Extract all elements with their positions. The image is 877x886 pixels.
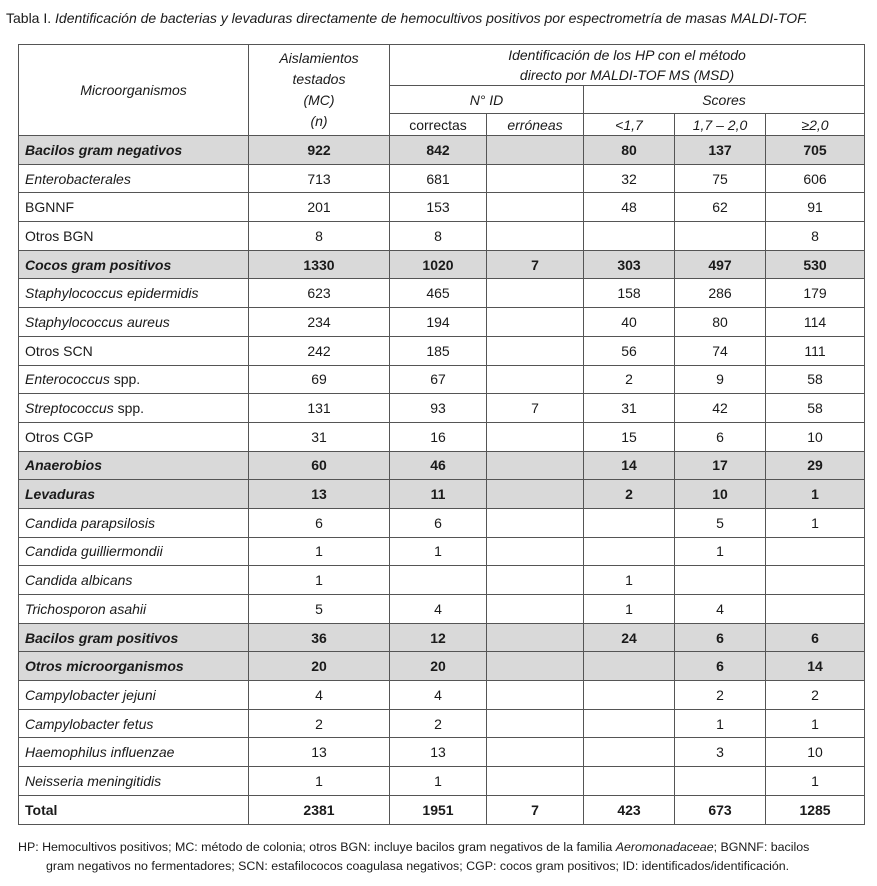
cell-low: 56: [584, 336, 675, 365]
cell-erroneas: [487, 595, 584, 624]
cell-correctas: 4: [390, 681, 487, 710]
cell-erroneas: [487, 738, 584, 767]
cell-correctas: 16: [390, 422, 487, 451]
cell-mid: [675, 566, 766, 595]
cell-n: 13: [249, 480, 390, 509]
group-row: [19, 652, 865, 681]
group-row: [19, 451, 865, 480]
cell-erroneas: [487, 422, 584, 451]
cell-erroneas: [487, 709, 584, 738]
cell-mid: 1: [675, 537, 766, 566]
table-caption: [6, 10, 872, 26]
cell-mid: 10: [675, 480, 766, 509]
group-row: [19, 136, 865, 165]
row-name: BGNNF: [19, 193, 249, 222]
cell-correctas: 20: [390, 652, 487, 681]
cell-low: 423: [584, 795, 675, 824]
cell-low: 14: [584, 451, 675, 480]
row-name: Enterococcus spp.: [19, 365, 249, 394]
cell-low: 40: [584, 308, 675, 337]
cell-high: 114: [766, 308, 865, 337]
cell-n: 1: [249, 767, 390, 796]
cell-high: 1: [766, 480, 865, 509]
cell-low: [584, 738, 675, 767]
header-score-high: ≥2,0: [766, 114, 865, 136]
footnote-part2: ; BGNNF: bacilos: [713, 840, 810, 854]
cell-low: [584, 222, 675, 251]
cell-correctas: 1020: [390, 250, 487, 279]
table-row: [19, 709, 865, 738]
cell-erroneas: [487, 164, 584, 193]
table-row: [19, 422, 865, 451]
header-erroneas: erróneas: [487, 114, 584, 136]
cell-n: 2: [249, 709, 390, 738]
table-row: [19, 595, 865, 624]
cell-mid: [675, 222, 766, 251]
row-name: Bacilos gram positivos: [19, 623, 249, 652]
cell-mid: 75: [675, 164, 766, 193]
cell-mid: 3: [675, 738, 766, 767]
cell-mid: 2: [675, 681, 766, 710]
cell-high: 2: [766, 681, 865, 710]
cell-mid: 17: [675, 451, 766, 480]
row-name: Bacilos gram negativos: [19, 136, 249, 165]
cell-erroneas: [487, 222, 584, 251]
cell-n: 2381: [249, 795, 390, 824]
cell-mid: 286: [675, 279, 766, 308]
row-name: Otros BGN: [19, 222, 249, 251]
cell-low: 1: [584, 595, 675, 624]
cell-low: 15: [584, 422, 675, 451]
row-name: Candida parapsilosis: [19, 508, 249, 537]
cell-erroneas: [487, 537, 584, 566]
cell-correctas: 153: [390, 193, 487, 222]
table-row: [19, 566, 865, 595]
cell-mid: 80: [675, 308, 766, 337]
cell-low: 48: [584, 193, 675, 222]
header-score-mid: 1,7 – 2,0: [675, 114, 766, 136]
cell-mid: 1: [675, 709, 766, 738]
cell-erroneas: [487, 451, 584, 480]
cell-mid: 62: [675, 193, 766, 222]
group-row: [19, 623, 865, 652]
cell-mid: 137: [675, 136, 766, 165]
cell-n: 13: [249, 738, 390, 767]
cell-erroneas: [487, 623, 584, 652]
cell-erroneas: [487, 681, 584, 710]
cell-low: [584, 767, 675, 796]
cell-low: 158: [584, 279, 675, 308]
cell-erroneas: 7: [487, 250, 584, 279]
cell-mid: 673: [675, 795, 766, 824]
cell-correctas: 46: [390, 451, 487, 480]
table-row: [19, 308, 865, 337]
cell-n: 8: [249, 222, 390, 251]
cell-n: 234: [249, 308, 390, 337]
cell-high: [766, 537, 865, 566]
row-name: Staphylococcus aureus: [19, 308, 249, 337]
cell-low: 1: [584, 566, 675, 595]
total-row: [19, 795, 865, 824]
cell-n: 69: [249, 365, 390, 394]
cell-erroneas: [487, 480, 584, 509]
cell-n: 201: [249, 193, 390, 222]
cell-correctas: 6: [390, 508, 487, 537]
cell-low: [584, 709, 675, 738]
cell-mid: 4: [675, 595, 766, 624]
cell-erroneas: [487, 336, 584, 365]
cell-high: 14: [766, 652, 865, 681]
cell-correctas: 4: [390, 595, 487, 624]
cell-correctas: 185: [390, 336, 487, 365]
cell-high: 1: [766, 767, 865, 796]
cell-low: 2: [584, 480, 675, 509]
cell-high: 29: [766, 451, 865, 480]
cell-high: 10: [766, 422, 865, 451]
cell-low: 2: [584, 365, 675, 394]
cell-n: 131: [249, 394, 390, 423]
cell-erroneas: [487, 136, 584, 165]
cell-high: 179: [766, 279, 865, 308]
row-name: Otros microorganismos: [19, 652, 249, 681]
table-row: [19, 279, 865, 308]
row-name: Enterobacterales: [19, 164, 249, 193]
cell-erroneas: [487, 365, 584, 394]
cell-high: 530: [766, 250, 865, 279]
cell-high: 606: [766, 164, 865, 193]
header-identificacion: Identificación de los HP con el método directo por MALDI-TOF MS (MSD): [390, 45, 865, 86]
cell-mid: 5: [675, 508, 766, 537]
cell-mid: 6: [675, 422, 766, 451]
table-row: [19, 222, 865, 251]
cell-correctas: 1: [390, 767, 487, 796]
cell-n: 6: [249, 508, 390, 537]
table-row: [19, 193, 865, 222]
cell-erroneas: [487, 566, 584, 595]
header-score-low: <1,7: [584, 114, 675, 136]
header-n-id: N° ID: [390, 86, 584, 114]
cell-high: 58: [766, 394, 865, 423]
header-microorganismos: Microorganismos: [19, 45, 249, 136]
header-aislamientos: Aislamientos testados (MC) (n): [249, 45, 390, 136]
cell-mid: 74: [675, 336, 766, 365]
cell-mid: 6: [675, 652, 766, 681]
row-name: Total: [19, 795, 249, 824]
cell-low: 31: [584, 394, 675, 423]
cell-erroneas: [487, 308, 584, 337]
cell-high: 10: [766, 738, 865, 767]
caption-text: Identificación de bacterias y levaduras directamente de hemocultivos positivos por espectrometría de masas MALDI-TOF.: [55, 10, 808, 26]
cell-erroneas: [487, 508, 584, 537]
row-name: Otros SCN: [19, 336, 249, 365]
cell-mid: 6: [675, 623, 766, 652]
cell-erroneas: [487, 279, 584, 308]
cell-correctas: [390, 566, 487, 595]
table-row: [19, 767, 865, 796]
table-row: [19, 508, 865, 537]
cell-correctas: 2: [390, 709, 487, 738]
cell-high: 91: [766, 193, 865, 222]
cell-high: 6: [766, 623, 865, 652]
cell-n: 5: [249, 595, 390, 624]
results-table: [18, 44, 865, 825]
cell-low: 303: [584, 250, 675, 279]
cell-low: [584, 537, 675, 566]
cell-correctas: 465: [390, 279, 487, 308]
row-name: Levaduras: [19, 480, 249, 509]
cell-high: 58: [766, 365, 865, 394]
header-scores: Scores: [584, 86, 865, 114]
cell-n: 36: [249, 623, 390, 652]
table-row: [19, 537, 865, 566]
row-name: Staphylococcus epidermidis: [19, 279, 249, 308]
cell-erroneas: 7: [487, 795, 584, 824]
cell-low: 80: [584, 136, 675, 165]
cell-mid: 42: [675, 394, 766, 423]
cell-low: [584, 508, 675, 537]
cell-high: 111: [766, 336, 865, 365]
cell-high: [766, 595, 865, 624]
cell-low: [584, 652, 675, 681]
cell-correctas: 13: [390, 738, 487, 767]
cell-correctas: 67: [390, 365, 487, 394]
cell-n: 60: [249, 451, 390, 480]
table-row: [19, 394, 865, 423]
cell-n: 1330: [249, 250, 390, 279]
cell-low: [584, 681, 675, 710]
group-row: [19, 250, 865, 279]
cell-high: 1: [766, 508, 865, 537]
cell-correctas: 1: [390, 537, 487, 566]
cell-mid: [675, 767, 766, 796]
cell-n: 1: [249, 566, 390, 595]
cell-low: 32: [584, 164, 675, 193]
cell-low: 24: [584, 623, 675, 652]
cell-n: 713: [249, 164, 390, 193]
cell-erroneas: 7: [487, 394, 584, 423]
cell-n: 31: [249, 422, 390, 451]
cell-mid: 497: [675, 250, 766, 279]
cell-erroneas: [487, 652, 584, 681]
row-name: Streptococcus spp.: [19, 394, 249, 423]
cell-n: 4: [249, 681, 390, 710]
footnote-family: Aeromonadaceae: [615, 840, 714, 854]
cell-correctas: 11: [390, 480, 487, 509]
table-row: [19, 336, 865, 365]
cell-correctas: 1951: [390, 795, 487, 824]
row-name: Haemophilus influenzae: [19, 738, 249, 767]
caption-label: Tabla I.: [6, 10, 52, 26]
footnote-line2: gram negativos no fermentadores; SCN: estafilococos coagulasa negativos; CGP: cocos gram positivos; ID: identificados/identificación.: [46, 859, 790, 873]
table-footnote: [18, 838, 864, 876]
group-row: [19, 480, 865, 509]
footnote-part1: HP: Hemocultivos positivos; MC: método de colonia; otros BGN: incluye bacilos gram negativos de la familia: [18, 840, 616, 854]
row-name: Neisseria meningitidis: [19, 767, 249, 796]
row-name: Otros CGP: [19, 422, 249, 451]
cell-n: 922: [249, 136, 390, 165]
row-name: Campylobacter jejuni: [19, 681, 249, 710]
cell-high: 1285: [766, 795, 865, 824]
table-row: [19, 365, 865, 394]
cell-mid: 9: [675, 365, 766, 394]
row-name: Campylobacter fetus: [19, 709, 249, 738]
row-name: Candida albicans: [19, 566, 249, 595]
cell-high: 8: [766, 222, 865, 251]
cell-n: 20: [249, 652, 390, 681]
cell-n: 623: [249, 279, 390, 308]
header-correctas: correctas: [390, 114, 487, 136]
cell-erroneas: [487, 193, 584, 222]
row-name: Candida guilliermondii: [19, 537, 249, 566]
cell-n: 242: [249, 336, 390, 365]
row-name: Cocos gram positivos: [19, 250, 249, 279]
table-row: [19, 738, 865, 767]
cell-correctas: 842: [390, 136, 487, 165]
cell-high: 705: [766, 136, 865, 165]
cell-n: 1: [249, 537, 390, 566]
cell-correctas: 8: [390, 222, 487, 251]
cell-erroneas: [487, 767, 584, 796]
cell-correctas: 12: [390, 623, 487, 652]
cell-high: 1: [766, 709, 865, 738]
table-row: [19, 681, 865, 710]
row-name: Trichosporon asahii: [19, 595, 249, 624]
row-name: Anaerobios: [19, 451, 249, 480]
table-body: [19, 136, 865, 825]
cell-high: [766, 566, 865, 595]
table-row: [19, 164, 865, 193]
cell-correctas: 93: [390, 394, 487, 423]
cell-correctas: 194: [390, 308, 487, 337]
cell-correctas: 681: [390, 164, 487, 193]
